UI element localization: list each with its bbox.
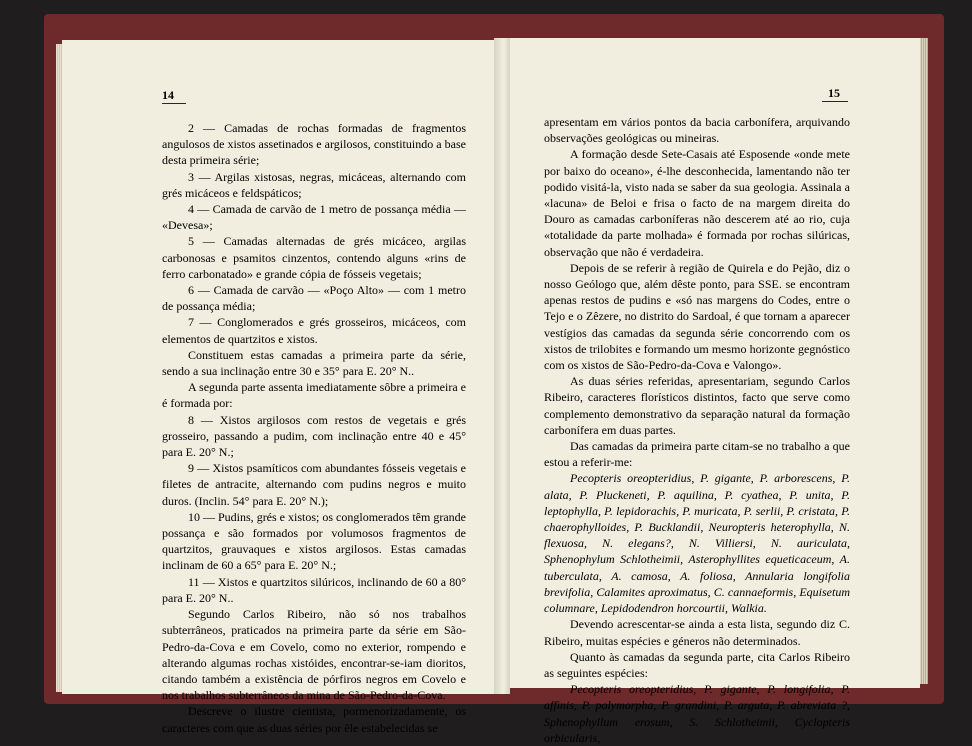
paragraph: 10 — Pudins, grés e xistos; os conglomerados têm grande possança e são formados por volumosos fragmentos de quartzitos, grauvaques e xistos argilosos. Estas camadas inclinam de 60 a 65° para E. 20° N.; xyxy=(162,509,466,573)
left-page-number: 14 xyxy=(162,88,174,102)
species-list: Pecopteris oreopteridius, P. gigante, P. arborescens, P. alata, P. Pluckeneti, P. aquilina, P. cyathea, P. unita, P. leptophylla, P. lepidorachis, P. muricata, P. serlii, P. cristata, P. chaerophylloides, P. Bucklandii, Neuropteris heterophylla, N. flexuosa, N. elegans?, N. Villiersi, N. auriculata, Sphenophylum Schlotheimii, Asterophyllites equeticaceum, A. tuberculata, A. camosa, A. foliosa, Annularia longifolia brevifolia, Calamites aproximatus, C. cannaeformis, Equisetum columnare, Lepidodendron horcourtii, Walkia. xyxy=(544,471,850,616)
paragraph: apresentam em vários pontos da bacia carbonífera, arquivando observações geológicas ou mineiras. xyxy=(544,115,850,146)
paragraph: Das camadas da primeira parte citam-se no trabalho a que estou a referir-me: xyxy=(544,439,850,470)
book-gutter xyxy=(494,38,510,694)
paragraph: Constituem estas camadas a primeira parte da série, sendo a sua inclinação entre 30 e 35° para E. 20° N.. xyxy=(162,347,466,379)
paragraph: 3 — Argilas xistosas, negras, micáceas, alternando com grés micáceos e feldspáticos; xyxy=(162,169,466,200)
paragraph: 11 — Xistos e quartzitos silúricos, inclinando de 60 a 80° para E. 20° N.. xyxy=(162,574,466,605)
paragraph: 7 — Conglomerados e grés grosseiros, micáceos, com elementos de quartzitos e xistos. xyxy=(162,315,466,346)
left-page-number-rule xyxy=(162,103,186,104)
paragraph: Segundo Carlos Ribeiro, não só nos trabalhos subterrâneos, praticados na primeira parte da série em São-Pedro-da-Cova e em Covelo, como no exterior, rompendo e alterando algumas rochas xistóides, encontrar-se-iam dioritos, citando também a existência de pórfiros negros em Covelo e nos trabalhos subterrâneos da mina de São-Pedro-da-Cova. xyxy=(162,607,466,703)
paragraph: Depois de se referir à região de Quirela e do Pejão, diz o nosso Geólogo que, além dêste ponto, para SSE. se encontram apenas restos de pudins e «só nas margens do Codes, entre o Tejo e o Zêzere, no distrito do Sardoal, é que tornam a aparecer vestígios das camadas da segunda série concorrendo com os xistos de trilobites e formando um mesmo horizonte gegnóstico com os xistos de São-Pedro-da-Cova e Valongo». xyxy=(544,260,850,373)
paragraph: Quanto às camadas da segunda parte, cita Carlos Ribeiro as seguintes espécies: xyxy=(544,649,850,680)
paragraph: Descreve o ilustre cientista, pormenorizadamente, os caracteres com que as duas séries por êle estabelecidas se xyxy=(162,704,466,735)
right-page-text xyxy=(544,114,850,746)
right-page-number-rule xyxy=(822,101,848,102)
species-list: Pecopteris oreopteridius, P. gigante, P. longifolia, P. affinis, P. polymorpha, P. grandini, P. arguta, P. abreviata ?, Sphenophyllum erosum, S. Schlotheimii, Cyclopteris orbicularis, xyxy=(544,682,850,745)
left-page-text xyxy=(162,120,466,736)
paragraph: 8 — Xistos argilosos com restos de vegetais e grés grosseiro, passando a pudim, com inclinação entre 40 e 45° para E. 20° N.; xyxy=(162,412,466,460)
paragraph: 4 — Camada de carvão de 1 metro de possança média — «Devesa»; xyxy=(162,202,466,233)
paragraph: A segunda parte assenta imediatamente sôbre a primeira e é formada por: xyxy=(162,380,466,411)
paragraph: A formação desde Sete-Casais até Esposende «onde mete por baixo do oceano», é-lhe desconhecida, lamentando não ter podido visitá-la, visto nada se saber da sua geologia. Assinala a «lacuna» de Beloi e frisa o facto de na margem direita do Douro as camadas carboníferas não descerem até ao rio, cuja «totalidade da parte molhada» é formada por rochas silúricas, observação que não é verdadeira. xyxy=(544,147,850,259)
paragraph: 6 — Camada de carvão — «Poço Alto» — com 1 metro de possança média; xyxy=(162,283,466,314)
paragraph: Devendo acrescentar-se ainda a esta lista, segundo diz C. Ribeiro, muitas espécies e géneros não determinados. xyxy=(544,617,850,648)
right-page-number: 15 xyxy=(828,86,840,100)
paragraph: 5 — Camadas alternadas de grés micáceo, argilas carbonosas e psamitos cinzentos, contendo alguns «rins de ferro carbonatado» e grande cópia de fósseis vegetais; xyxy=(162,234,466,281)
paragraph: As duas séries referidas, apresentariam, segundo Carlos Ribeiro, caracteres florísticos distintos, facto que serve como complemento demonstrativo da separação natural da formação carbonífera em duas partes. xyxy=(544,374,850,437)
paragraph: 9 — Xistos psamíticos com abundantes fósseis vegetais e filetes de antracite, alternando com pudins negros e muito duros. (Inclin. 54° para E. 20° N.); xyxy=(162,461,466,508)
paragraph: 2 — Camadas de rochas formadas de fragmentos angulosos de xistos assetinados e argilosos, constituindo a base desta primeira série; xyxy=(162,121,466,168)
